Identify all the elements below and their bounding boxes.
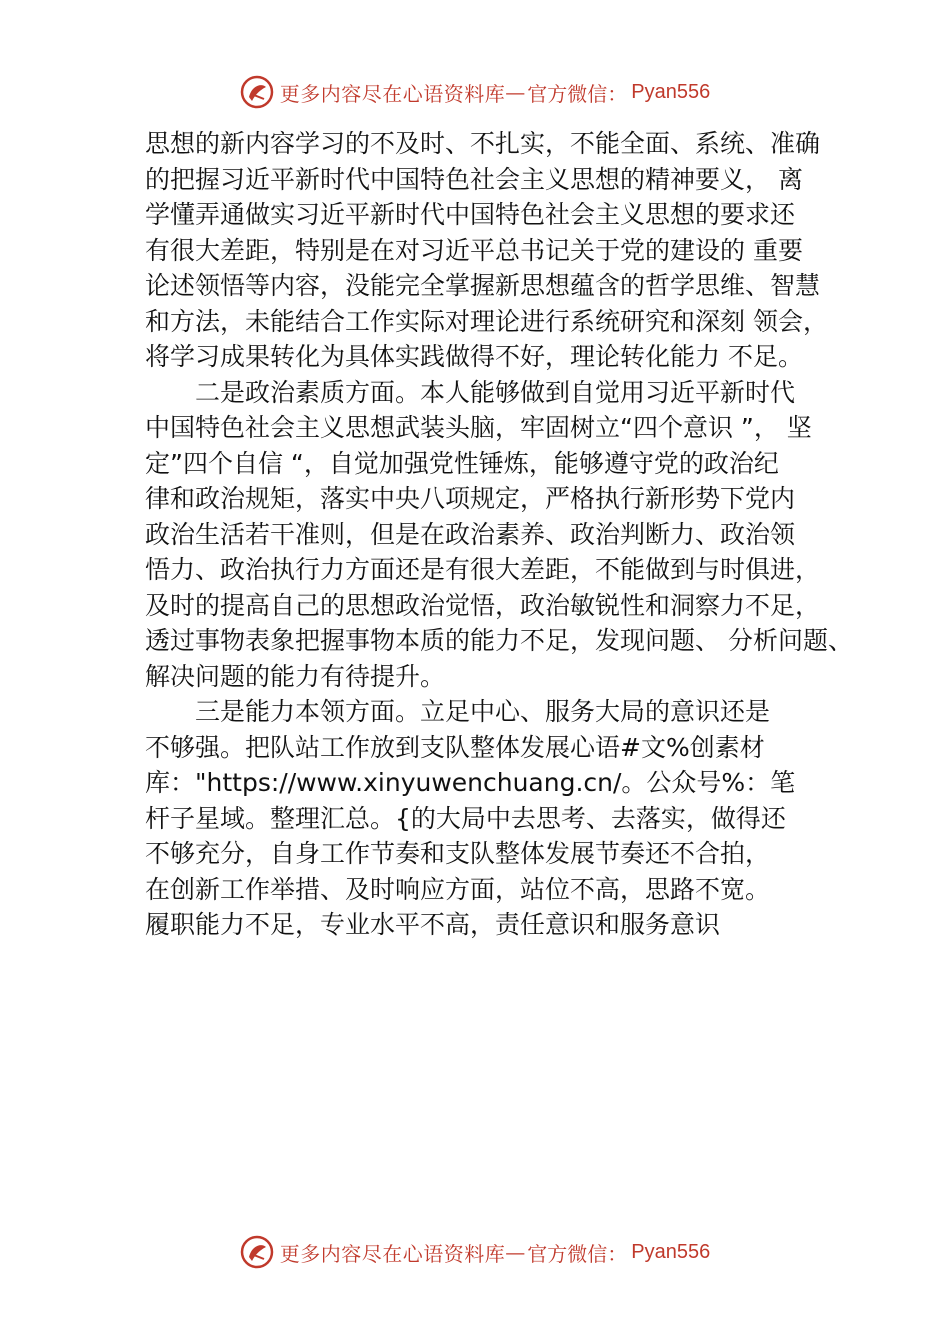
body-line: 中国特色社会主义思想武装头脑，牢固树立“四个意识 ”， 坚 <box>145 413 812 442</box>
body-line: 政治生活若干准则，但是在政治素养、政治判断力、政治领 <box>145 519 796 549</box>
footer-banner-text: 更多内容尽在心语资料库 <box>279 1241 506 1266</box>
body-line: 悟力、政治执行力方面还是有很大差距，不能做到与时俱进， <box>145 555 821 584</box>
paragraph-start-line: 三是能力本领方面。立足中心、服务大局的意识还是 <box>195 697 771 726</box>
footer-banner <box>0 1232 950 1272</box>
brand-logo-icon <box>240 1235 274 1269</box>
header-banner-text: 更多内容尽在心语资料库 <box>279 81 506 106</box>
footer-wechat-label: 官方微信： <box>527 1241 628 1266</box>
footer-separator: — <box>505 1240 526 1264</box>
body-line: 库："https://www.xinyuwenchuang.cn/。公众号%：笔 <box>145 768 796 797</box>
body-line: 不够充分，自身工作节奏和支队整体发展节奏还不合拍， <box>145 839 771 868</box>
header-separator: — <box>505 80 526 104</box>
body-line: 在创新工作举措、及时响应方面，站位不高，思路不宽。 <box>145 874 771 904</box>
footer-wechat-id: Pyan556 <box>631 1240 711 1263</box>
body-line: 和方法，未能结合工作实际对理论进行系统研究和深刻 领会， <box>145 306 828 336</box>
body-line: 思想的新内容学习的不及时、不扎实，不能全面、系统、准确 <box>145 129 821 158</box>
header-banner <box>0 72 950 112</box>
body-line: 学懂弄通做实习近平新时代中国特色社会主义思想的要求还 <box>145 200 796 229</box>
body-line: 律和政治规矩，落实中央八项规定，严格执行新形势下党内 <box>145 484 796 513</box>
body-line: 有很大差距，特别是在对习近平总书记关于党的建设的 重要 <box>145 235 803 265</box>
body-line: 定”四个自信 “，自觉加强党性锤炼，能够遵守党的政治纪 <box>145 448 779 478</box>
body-line: 的把握习近平新时代中国特色社会主义思想的精神要义， 离 <box>145 164 803 194</box>
brand-logo-icon <box>240 75 274 109</box>
document-body <box>145 126 853 943</box>
header-wechat-label: 官方微信： <box>527 81 628 106</box>
header-wechat-id: Pyan556 <box>631 80 711 103</box>
body-line: 不够强。把队站工作放到支队整体发展心语#文%创素材 <box>145 732 765 762</box>
body-line: 杆子星域。整理汇总。{的大局中去思考、去落实，做得还 <box>145 803 786 833</box>
body-line: 解决问题的能力有待提升。 <box>145 661 446 691</box>
paragraph-start-line: 二是政治素质方面。本人能够做到自觉用习近平新时代 <box>195 377 796 407</box>
body-line: 及时的提高自己的思想政治觉悟，政治敏锐性和洞察力不足， <box>145 590 821 620</box>
body-line: 履职能力不足，专业水平不高，责任意识和服务意识 <box>145 910 721 939</box>
body-line: 将学习成果转化为具体实践做得不好，理论转化能力 不足。 <box>145 342 803 371</box>
body-line: 论述领悟等内容，没能完全掌握新思想蕴含的哲学思维、智慧 <box>145 271 821 300</box>
body-line: 透过事物表象把握事物本质的能力不足，发现问题、 分析问题、 <box>145 626 853 655</box>
